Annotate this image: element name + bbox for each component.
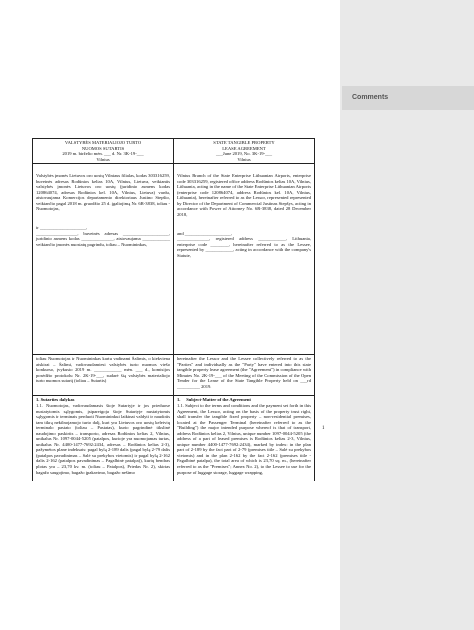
en-clause-1-1: 1.1. Subject to the terms and conditions and the payment set forth in this Agreement, the Lessor, acting on the basis of the property trust right, shall transfer the tangible fixed property – non-residential premises, located at the Passenger Terminal (hereinafter referred to as the "Building") the major intended purpose whereof is that of transport, address Rodūnios kelias 2, Vilnius, unique number 1097-0044-5205 (the address of a part of leased premises is Rodūnios kelias 2-3, Vilnius, unique number 4400-1477-7692:2434), marked by index: in the plan part of 2-189 by the fact part of 2-79 (premises title – Salė su prekybos vietomis) and in the plan 2-162 by the fact 2-162 (premises title - Pagalbinė patalpa), the total area of which is 23,70 sq. m., (hereinafter referred to as the "Premises"; Annex No. 2), to the Lessee to use for the purpose of luggage storage, luggage wrapping, [177,403,311,475]
lt-title-line-2: NUOMOS SUTARTIS [81,145,125,151]
lt-party-2: ir ____________________, __________________, buveinės adresas ____________________, juridinio asmens kodas ______________, atstovaujama ____________ veikiančio įmonės nuostatų pagrindu, toliau – Nuomininkas, [36,225,170,247]
en-city: Vilnius [237,156,251,162]
comments-panel-header[interactable]: Comments [342,86,474,110]
en-recital: hereinafter the Lessor and the Lessee collectively referred to as the "Parties" and individually as the "Party" have entered into this state tangible property lease agreement (the "Agreement") in compliance with Minutes No. 2K-19-___ of the Meeting of the Commission of the Open Tender for the Lease of the State Tangible Property held on ___rd __________ 2019. [177,356,311,389]
table-row [33,396,315,481]
en-party-1: Vilnius Branch of the State Enterprise Lithuanian Airports, enterprise code 303316259, registered office address Rodūnios kelias 10A, Vilnius, Lithuania, acting in the name of the State Enterprise Lithuanian Airports (enterprise code 120864074, address Rodūnios kel. 10A, Vilnius, Lithuania), hereinafter referred to as the Lessor, represented represented by Director of the Department of Commercial Justinas Stepšys, acting in accordance with Power of Attorney No. 6R-3838, dated 28 December 2018, [177,173,311,218]
table-row [33,164,315,355]
en-section-title: 1. Subject-Matter of the Agreement [177,397,251,403]
lt-parties-cell [33,164,174,354]
lt-title-line-1: VALSTYBĖS MATERIALIOJO TURTO [64,140,142,145]
page-number: 1 [322,426,325,431]
lt-section-1-cell [33,396,174,481]
lt-section-title: 1. Sutarties dalykas [36,397,75,403]
table-row [33,355,315,396]
en-parties-cell [174,164,315,354]
table-row [33,139,315,164]
lt-party-1: Valstybės įmonės Lietuvos oro uostų Vilniaus filialas, kodas 303316259, buveinės adresas Rodūnios kelias 10A, Vilnius, Lietuva, veikiantis valstybės įmonės Lietuvos oro uostų (juridinio asmens kodas 120864074, adresas Rodūnios kel. 10A, Vilnius, Lietuva) vardu, atstovaujama Komercijos departamento direktoriaus Justino Stepšio, veikiančio pagal 2018 m. gruodžio 25 d. įgaliojimą Nr. 6R-3838, toliau - Nuomotojas, [36,173,170,212]
en-recital-cell [174,355,315,395]
en-party-2: and ____________________, ______________, registered address ____________, Lithuania, enterprise code ________, hereinafter referred to as the Lessee, represented by ____________, acting in accordance with the company's Statute, [177,230,311,258]
en-section-1-cell [174,396,315,481]
bilingual-agreement-table [32,138,315,481]
lt-clause-1-1: 1.1. Nuomotojas, vadovaudamasis šioje Sutartyje ir jos prieduose nustatytomis sąlygomis, įsipareigoja šioje Sutartyje nustatytomis sąlygomis ir terminais perduoti Nuomininkui laikinai valdyti ir naudotis tam tikrą nekilnojamojo turto dalį, kuri yra Lietuvos oro uostų keleivių terminalo pastato (toliau – Pastatas), kurio pagrindinė tikslinė naudojimo paskirtis – transporto, adresas Rodūnios kelias 2, Vilnius, unikalus Nr. 1097-0044-5205 (patalpos, kurioje yra nuomojamas turtas, unikalus Nr. 4400-1477-7692:2434, adresas – Rodūnios kelias 2-3), pažymėtos plane indeksais: pagal bylą 2-189 dalis (pagal bylą 2-79 dalis (patalpos pavadinimas – Salė su prekybos vietomis) ir pagal bylą 2-162 dalis 2-162 (patalpos pavadinimas – Pagalbinė patalpa)), kurių bendras plotas yra – 23,70 kv. m. (toliau – Patalpos), Priedas Nr. 2), skirtas bagažo saugojimo, bagažo įpakavimo, bagažo nešimo [36,403,170,475]
en-title-line-1: STATE TANGIBLE PROPERTY [213,140,275,145]
lt-date-line: 2019 m. birželio mėn. ___ d. Nr. 3K-19-___ [62,151,144,157]
lt-header-cell [33,139,174,163]
en-header-cell [174,139,315,163]
en-date-line: ___June 2019, No. 3K-19-___ [215,151,272,157]
lt-recital: toliau Nuomotojas ir Nuomininkas kartu vadinami Šalimis, o kiekviena atskirai – Šalimi, vadovaudamiesi valstybės turto nuomos viešo konkurso, įvykusio 2019 m. ____________ mėn. ___ d., komisijos posėdžio protokolu Nr. 2K-19-___, sudarė šią valstybės materialiojo turto nuomos sutartį (toliau – Sutartis) [36,356,170,384]
lt-city: Vilnius [96,156,110,162]
lt-recital-cell [33,355,174,395]
en-title-line-2: LEASE AGREEMENT [222,145,266,151]
